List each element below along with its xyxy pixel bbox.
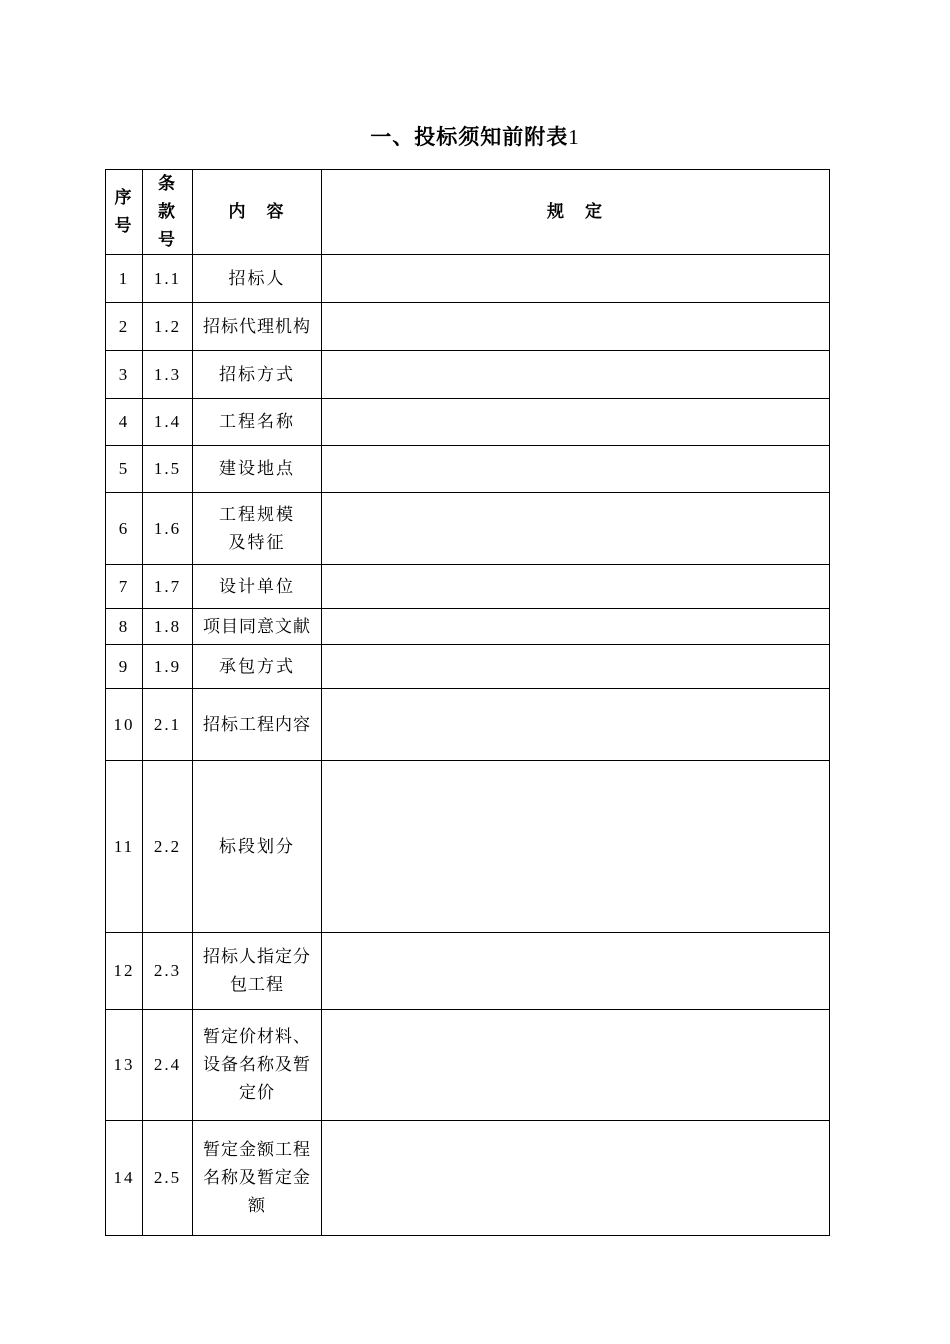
- row-provision[interactable]: [322, 303, 830, 351]
- row-seq: 2: [106, 303, 143, 351]
- row-provision[interactable]: [322, 1010, 830, 1121]
- row-provision[interactable]: [322, 255, 830, 303]
- row-seq: 12: [106, 933, 143, 1010]
- row-content: 设计单位: [193, 565, 322, 609]
- row-content: 招标方式: [193, 351, 322, 399]
- table-row: [106, 493, 830, 565]
- row-seq: 7: [106, 565, 143, 609]
- row-content: 暂定价材料、设备名称及暂定价: [193, 1010, 322, 1121]
- row-clause: 1.1: [143, 255, 193, 303]
- row-seq: 4: [106, 399, 143, 446]
- row-clause: 2.4: [143, 1010, 193, 1121]
- row-provision[interactable]: [322, 493, 830, 565]
- row-seq: 11: [106, 761, 143, 933]
- row-provision[interactable]: [322, 761, 830, 933]
- page-title: [0, 121, 950, 151]
- page-title-text: 一、投标须知前附表: [370, 125, 569, 149]
- row-content: 工程名称: [193, 399, 322, 446]
- table-row: [106, 933, 830, 1010]
- header-provision: 规 定: [322, 170, 830, 255]
- table-row: [106, 645, 830, 689]
- row-seq: 14: [106, 1121, 143, 1236]
- row-clause: 2.1: [143, 689, 193, 761]
- table-row: [106, 565, 830, 609]
- row-seq: 5: [106, 446, 143, 493]
- row-clause: 2.2: [143, 761, 193, 933]
- row-clause: 2.5: [143, 1121, 193, 1236]
- table-row: [106, 399, 830, 446]
- table-row: [106, 609, 830, 645]
- row-provision[interactable]: [322, 1121, 830, 1236]
- row-clause: 2.3: [143, 933, 193, 1010]
- row-clause: 1.7: [143, 565, 193, 609]
- row-provision[interactable]: [322, 446, 830, 493]
- row-clause: 1.2: [143, 303, 193, 351]
- row-content: 暂定金额工程名称及暂定金额: [193, 1121, 322, 1236]
- table-row: [106, 446, 830, 493]
- row-clause: 1.5: [143, 446, 193, 493]
- header-content: 内 容: [193, 170, 322, 255]
- row-provision[interactable]: [322, 689, 830, 761]
- table-row: [106, 689, 830, 761]
- bid-annex-table: [105, 169, 830, 1236]
- row-content: 招标人: [193, 255, 322, 303]
- row-seq: 10: [106, 689, 143, 761]
- row-content: 招标工程内容: [193, 689, 322, 761]
- row-clause: 1.3: [143, 351, 193, 399]
- row-seq: 3: [106, 351, 143, 399]
- row-content: 工程规模及特征: [193, 493, 322, 565]
- row-content: 标段划分: [193, 761, 322, 933]
- header-seq: 序号: [106, 170, 143, 255]
- row-clause: 1.4: [143, 399, 193, 446]
- table-row: [106, 351, 830, 399]
- row-clause: 1.8: [143, 609, 193, 645]
- row-content: 承包方式: [193, 645, 322, 689]
- table-header-row: [106, 170, 830, 255]
- page-title-number: 1: [568, 125, 580, 149]
- row-seq: 9: [106, 645, 143, 689]
- table-row: [106, 255, 830, 303]
- row-seq: 6: [106, 493, 143, 565]
- row-seq: 8: [106, 609, 143, 645]
- row-content: 项目同意文献: [193, 609, 322, 645]
- row-content: 建设地点: [193, 446, 322, 493]
- row-clause: 1.6: [143, 493, 193, 565]
- row-provision[interactable]: [322, 351, 830, 399]
- row-seq: 1: [106, 255, 143, 303]
- row-content: 招标人指定分包工程: [193, 933, 322, 1010]
- row-content: 招标代理机构: [193, 303, 322, 351]
- table-row: [106, 1010, 830, 1121]
- row-provision[interactable]: [322, 609, 830, 645]
- row-provision[interactable]: [322, 645, 830, 689]
- row-provision[interactable]: [322, 933, 830, 1010]
- row-clause: 1.9: [143, 645, 193, 689]
- row-seq: 13: [106, 1010, 143, 1121]
- row-provision[interactable]: [322, 399, 830, 446]
- row-provision[interactable]: [322, 565, 830, 609]
- table-row: [106, 761, 830, 933]
- table-row: [106, 303, 830, 351]
- table-row: [106, 1121, 830, 1236]
- header-clause: 条款号: [143, 170, 193, 255]
